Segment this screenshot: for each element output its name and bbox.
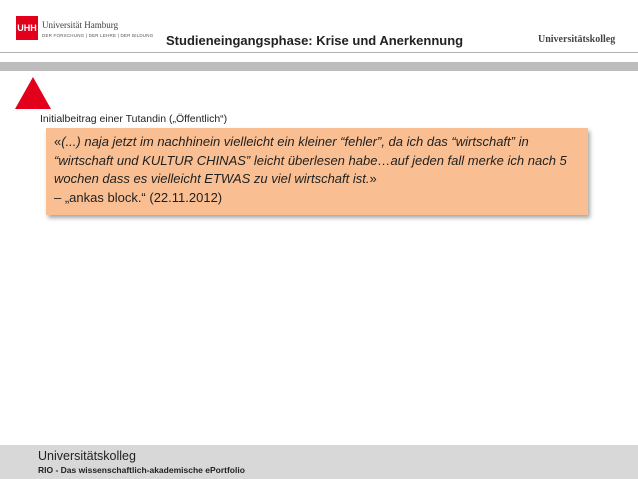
header-divider: [0, 52, 638, 53]
footer-subtitle: RIO - Das wissenschaftlich-akademische ePortfolio: [38, 465, 245, 475]
quote-source: – „ankas block.“ (22.11.2012): [54, 189, 223, 205]
footer: [0, 445, 638, 479]
uhh-logo-mark: UHH: [16, 16, 38, 40]
quote-body: (...) naja jetzt im nachhinein vielleicht ein kleiner “fehler”, da ich das “wirtschaft” in “wirtschaft und KULTUR CHINAS” leicht überlesen habe…auf jeden fall merke ich nach 5 wochen dass es vielleicht ETWAS zu viel wirtschaft ist.: [54, 134, 567, 186]
red-triangle-icon: [14, 76, 52, 110]
quote-box: [46, 128, 588, 215]
logo-tagline: DER FORSCHUNG | DER LEHRE | DER BILDUNG: [42, 33, 154, 38]
quote-open-mark: «: [54, 134, 62, 149]
header-band: [0, 62, 638, 71]
header-brand-label: Universitätskolleg: [538, 34, 616, 45]
footer-title: Universitätskolleg: [38, 449, 136, 463]
university-logo: [12, 5, 154, 51]
page-title: Studieneingangsphase: Krise und Anerkennung: [166, 33, 464, 48]
quote-text-block: [54, 133, 586, 207]
quote-caption: Initialbeitrag einer Tutandin („Öffentlich“): [40, 113, 228, 125]
quote-close-mark: »: [369, 171, 377, 186]
logo-university-name: Universität Hamburg: [42, 20, 119, 30]
